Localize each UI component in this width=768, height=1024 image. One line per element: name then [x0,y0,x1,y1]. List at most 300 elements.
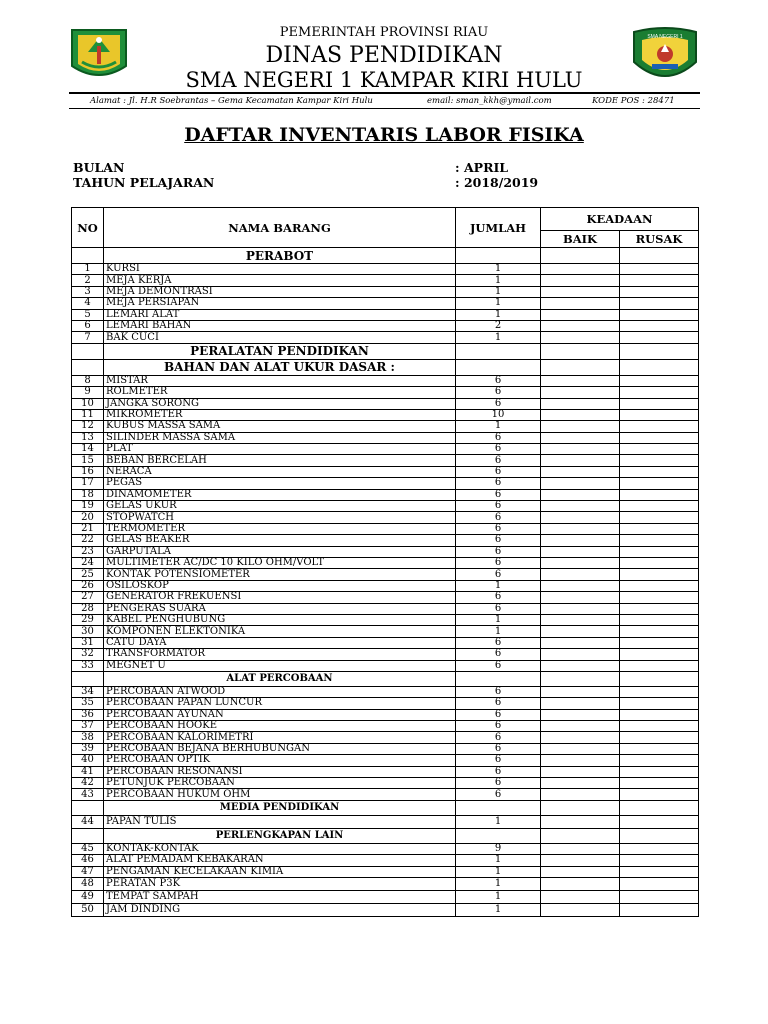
header-rule-bottom [69,108,700,109]
table-row [72,614,699,625]
category-label: BAHAN DAN ALAT UKUR DASAR : [104,359,456,375]
item-quantity: 1 [456,298,541,309]
item-name: TRANSFORMATOR [104,649,456,660]
category-damaged-cell [620,343,699,359]
item-good [541,843,620,854]
category-damaged-cell [620,359,699,375]
table-row [72,877,699,890]
item-quantity: 6 [456,755,541,766]
item-good [541,698,620,709]
item-name: KOMPONEN ELEKTONIKA [104,626,456,637]
item-no: 30 [72,626,104,637]
item-quantity: 6 [456,637,541,648]
item-quantity: 1 [456,286,541,297]
item-name: PERCOBAAN RESONANSI [104,766,456,777]
category-row [72,671,699,686]
item-quantity: 1 [456,275,541,286]
item-no: 31 [72,637,104,648]
item-name: PERCOBAAN KALORIMETRI [104,732,456,743]
item-damaged [620,755,699,766]
table-row [72,275,699,286]
item-no: 5 [72,309,104,320]
item-no: 26 [72,580,104,591]
item-no: 1 [72,264,104,275]
category-damaged-cell [620,800,699,815]
header-rule-top [69,92,700,94]
item-no: 27 [72,592,104,603]
item-name: MEJA PERSIAPAN [104,298,456,309]
item-name: PENGAMAN KECELAKAAN KIMIA [104,866,456,877]
table-row [72,778,699,789]
item-quantity: 6 [456,478,541,489]
item-damaged [620,721,699,732]
item-damaged [620,709,699,720]
item-name: MULTIMETER AC/DC 10 KILO OHM/VOLT [104,557,456,568]
item-quantity: 6 [456,721,541,732]
table-row [72,890,699,903]
item-quantity: 6 [456,698,541,709]
header-no: NO [72,208,104,248]
item-no: 17 [72,478,104,489]
item-no: 47 [72,866,104,877]
item-quantity: 6 [456,603,541,614]
table-row [72,298,699,309]
item-name: TERMOMETER [104,523,456,534]
table-row [72,409,699,420]
table-row [72,546,699,557]
category-no-cell [72,800,104,815]
item-name: KUBUS MASSA SAMA [104,421,456,432]
item-good [541,903,620,916]
item-name: MEGNET U [104,660,456,671]
item-good [541,489,620,500]
item-damaged [620,637,699,648]
category-label: MEDIA PENDIDIKAN [104,800,456,815]
school-year-value: : 2018/2019 [455,175,539,190]
item-good [541,455,620,466]
item-good [541,320,620,331]
table-row [72,855,699,866]
item-quantity: 1 [456,309,541,320]
item-name: GENERATOR FREKUENSI [104,592,456,603]
item-no: 42 [72,778,104,789]
item-damaged [620,466,699,477]
item-no: 45 [72,843,104,854]
item-damaged [620,698,699,709]
table-row [72,721,699,732]
category-no-cell [72,671,104,686]
item-quantity: 9 [456,843,541,854]
item-damaged [620,855,699,866]
item-name: PERCOBAAN BEJANA BERHUBUNGAN [104,743,456,754]
item-damaged [620,778,699,789]
item-good [541,743,620,754]
item-quantity: 1 [456,866,541,877]
item-name: MEJA DEMONTRASI [104,286,456,297]
month-value: : APRIL [455,160,509,175]
item-quantity: 6 [456,686,541,697]
item-damaged [620,766,699,777]
category-no-cell [72,343,104,359]
item-quantity: 6 [456,546,541,557]
item-quantity: 1 [456,264,541,275]
item-damaged [620,455,699,466]
table-row [72,375,699,386]
table-row [72,709,699,720]
inventory-rows [72,248,699,917]
table-row [72,592,699,603]
category-good-cell [541,828,620,843]
item-no: 14 [72,444,104,455]
category-damaged-cell [620,828,699,843]
item-good [541,766,620,777]
item-name: GARPUTALA [104,546,456,557]
item-damaged [620,789,699,800]
table-row [72,766,699,777]
category-qty-cell [456,671,541,686]
item-good [541,286,620,297]
item-good [541,375,620,386]
item-no: 12 [72,421,104,432]
table-row [72,698,699,709]
item-damaged [620,743,699,754]
item-quantity: 6 [456,489,541,500]
item-quantity: 6 [456,501,541,512]
item-damaged [620,732,699,743]
table-row [72,789,699,800]
item-quantity: 6 [456,660,541,671]
table-row [72,686,699,697]
item-quantity: 1 [456,332,541,343]
category-good-cell [541,671,620,686]
table-row [72,432,699,443]
item-name: PERCOBAAN OPTIK [104,755,456,766]
item-no: 13 [72,432,104,443]
item-damaged [620,569,699,580]
item-no: 7 [72,332,104,343]
item-quantity: 6 [456,387,541,398]
table-row [72,286,699,297]
table-row [72,569,699,580]
item-damaged [620,275,699,286]
item-good [541,637,620,648]
table-row [72,466,699,477]
item-quantity: 6 [456,766,541,777]
item-no: 8 [72,375,104,386]
item-damaged [620,903,699,916]
table-row [72,732,699,743]
item-name: MISTAR [104,375,456,386]
item-no: 29 [72,614,104,625]
item-damaged [620,660,699,671]
item-no: 32 [72,649,104,660]
item-damaged [620,843,699,854]
item-name: MIKROMETER [104,409,456,420]
item-good [541,298,620,309]
item-no: 36 [72,709,104,720]
category-row [72,343,699,359]
item-good [541,877,620,890]
item-damaged [620,592,699,603]
item-name: PAPAN TULIS [104,815,456,828]
item-name: KURSI [104,264,456,275]
item-damaged [620,286,699,297]
item-good [541,421,620,432]
item-name: KABEL PENGHUBUNG [104,614,456,625]
item-quantity: 1 [456,815,541,828]
table-row [72,523,699,534]
item-damaged [620,546,699,557]
item-name: PEGAS [104,478,456,489]
table-row [72,660,699,671]
item-good [541,523,620,534]
item-no: 25 [72,569,104,580]
item-quantity: 10 [456,409,541,420]
item-no: 37 [72,721,104,732]
item-good [541,557,620,568]
category-row [72,248,699,264]
header-good: BAIK [541,231,620,248]
item-good [541,580,620,591]
item-good [541,626,620,637]
inventory-table [71,207,699,917]
item-quantity: 6 [456,523,541,534]
item-no: 16 [72,466,104,477]
item-no: 46 [72,855,104,866]
item-good [541,466,620,477]
item-quantity: 6 [456,375,541,386]
item-name: PLAT [104,444,456,455]
category-good-cell [541,343,620,359]
item-damaged [620,489,699,500]
item-damaged [620,866,699,877]
item-good [541,732,620,743]
item-quantity: 2 [456,320,541,331]
item-good [541,603,620,614]
category-good-cell [541,359,620,375]
item-no: 11 [72,409,104,420]
table-row [72,815,699,828]
item-quantity: 6 [456,649,541,660]
category-good-cell [541,248,620,264]
item-good [541,755,620,766]
item-good [541,512,620,523]
item-quantity: 6 [456,789,541,800]
item-damaged [620,264,699,275]
item-good [541,535,620,546]
item-no: 41 [72,766,104,777]
category-label: ALAT PERCOBAAN [104,671,456,686]
table-row [72,320,699,331]
item-good [541,789,620,800]
item-good [541,890,620,903]
item-name: JAM DINDING [104,903,456,916]
table-row [72,603,699,614]
item-name: PERCOBAAN HUKUM OHM [104,789,456,800]
table-row [72,421,699,432]
item-damaged [620,409,699,420]
item-quantity: 1 [456,626,541,637]
item-no: 23 [72,546,104,557]
item-no: 50 [72,903,104,916]
item-name: ALAT PEMADAM KEBAKARAN [104,855,456,866]
postal-code-text: KODE POS : 28471 [592,96,675,106]
item-damaged [620,375,699,386]
category-no-cell [72,359,104,375]
item-no: 33 [72,660,104,671]
category-row [72,359,699,375]
table-row [72,512,699,523]
item-good [541,309,620,320]
item-name: NERACA [104,466,456,477]
item-name: STOPWATCH [104,512,456,523]
item-quantity: 6 [456,569,541,580]
category-damaged-cell [620,671,699,686]
table-row [72,309,699,320]
item-no: 38 [72,732,104,743]
item-damaged [620,603,699,614]
item-name: GELAS UKUR [104,501,456,512]
item-damaged [620,478,699,489]
item-name: LEMARI BAHAN [104,320,456,331]
item-damaged [620,309,699,320]
item-no: 6 [72,320,104,331]
item-damaged [620,890,699,903]
item-good [541,501,620,512]
school-name: SMA NEGERI 1 KAMPAR KIRI HULU [185,68,583,92]
item-quantity: 6 [456,444,541,455]
item-no: 9 [72,387,104,398]
item-no: 20 [72,512,104,523]
item-good [541,398,620,409]
item-name: PENGERAS SUARA [104,603,456,614]
item-damaged [620,649,699,660]
item-name: KONTAK-KONTAK [104,843,456,854]
item-damaged [620,398,699,409]
item-good [541,332,620,343]
item-no: 34 [72,686,104,697]
item-name: PERCOBAAN PAPAN LUNCUR [104,698,456,709]
table-row [72,626,699,637]
item-damaged [620,686,699,697]
header-damaged: RUSAK [620,231,699,248]
item-good [541,387,620,398]
item-damaged [620,320,699,331]
item-good [541,432,620,443]
item-quantity: 6 [456,743,541,754]
item-no: 24 [72,557,104,568]
item-good [541,614,620,625]
table-row [72,398,699,409]
item-damaged [620,535,699,546]
category-label: PERLENGKAPAN LAIN [104,828,456,843]
table-row [72,444,699,455]
item-name: PERCOBAAN ATWOOD [104,686,456,697]
table-row [72,866,699,877]
item-quantity: 6 [456,592,541,603]
item-good [541,569,620,580]
item-name: DINAMOMETER [104,489,456,500]
item-damaged [620,614,699,625]
category-qty-cell [456,343,541,359]
table-row [72,557,699,568]
item-name: MEJA KERJA [104,275,456,286]
item-no: 43 [72,789,104,800]
item-name: GELAS BEAKER [104,535,456,546]
item-damaged [620,298,699,309]
item-quantity: 6 [456,398,541,409]
table-row [72,649,699,660]
item-no: 2 [72,275,104,286]
category-damaged-cell [620,248,699,264]
item-quantity: 1 [456,614,541,625]
item-damaged [620,444,699,455]
category-no-cell [72,828,104,843]
table-row [72,264,699,275]
item-good [541,721,620,732]
item-damaged [620,387,699,398]
table-row [72,478,699,489]
item-name: KONTAK POTENSIOMETER [104,569,456,580]
table-row [72,580,699,591]
item-good [541,649,620,660]
item-good [541,409,620,420]
month-label: BULAN [73,160,125,175]
item-damaged [620,512,699,523]
table-row [72,903,699,916]
table-row [72,743,699,754]
government-name: PEMERINTAH PROVINSI RIAU [279,25,489,40]
category-row [72,828,699,843]
item-no: 4 [72,298,104,309]
table-row [72,501,699,512]
table-row [72,637,699,648]
item-quantity: 1 [456,903,541,916]
table-row [72,489,699,500]
item-name: PETUNJUK PERCOBAAN [104,778,456,789]
category-qty-cell [456,800,541,815]
item-name: PERCOBAAN HOOKE [104,721,456,732]
item-name: BEBAN BERCELAH [104,455,456,466]
item-good [541,444,620,455]
item-damaged [620,332,699,343]
item-good [541,686,620,697]
category-qty-cell [456,828,541,843]
item-quantity: 6 [456,535,541,546]
item-damaged [620,523,699,534]
item-name: BAK CUCI [104,332,456,343]
item-quantity: 1 [456,877,541,890]
item-quantity: 6 [456,512,541,523]
item-quantity: 6 [456,432,541,443]
item-good [541,592,620,603]
item-damaged [620,557,699,568]
item-no: 28 [72,603,104,614]
item-name: CATU DAYA [104,637,456,648]
email-text: email: sman_kkh@ymail.com [427,96,552,106]
item-good [541,855,620,866]
item-quantity: 1 [456,580,541,591]
address-text: Alamat : Jl. H.R Soebrantas – Gema Kecamatan Kampar Kiri Hulu [90,96,373,106]
item-damaged [620,501,699,512]
item-name: LEMARI ALAT [104,309,456,320]
item-damaged [620,815,699,828]
item-good [541,709,620,720]
item-good [541,546,620,557]
header-quantity: JUMLAH [456,208,541,248]
table-row [72,455,699,466]
item-no: 35 [72,698,104,709]
